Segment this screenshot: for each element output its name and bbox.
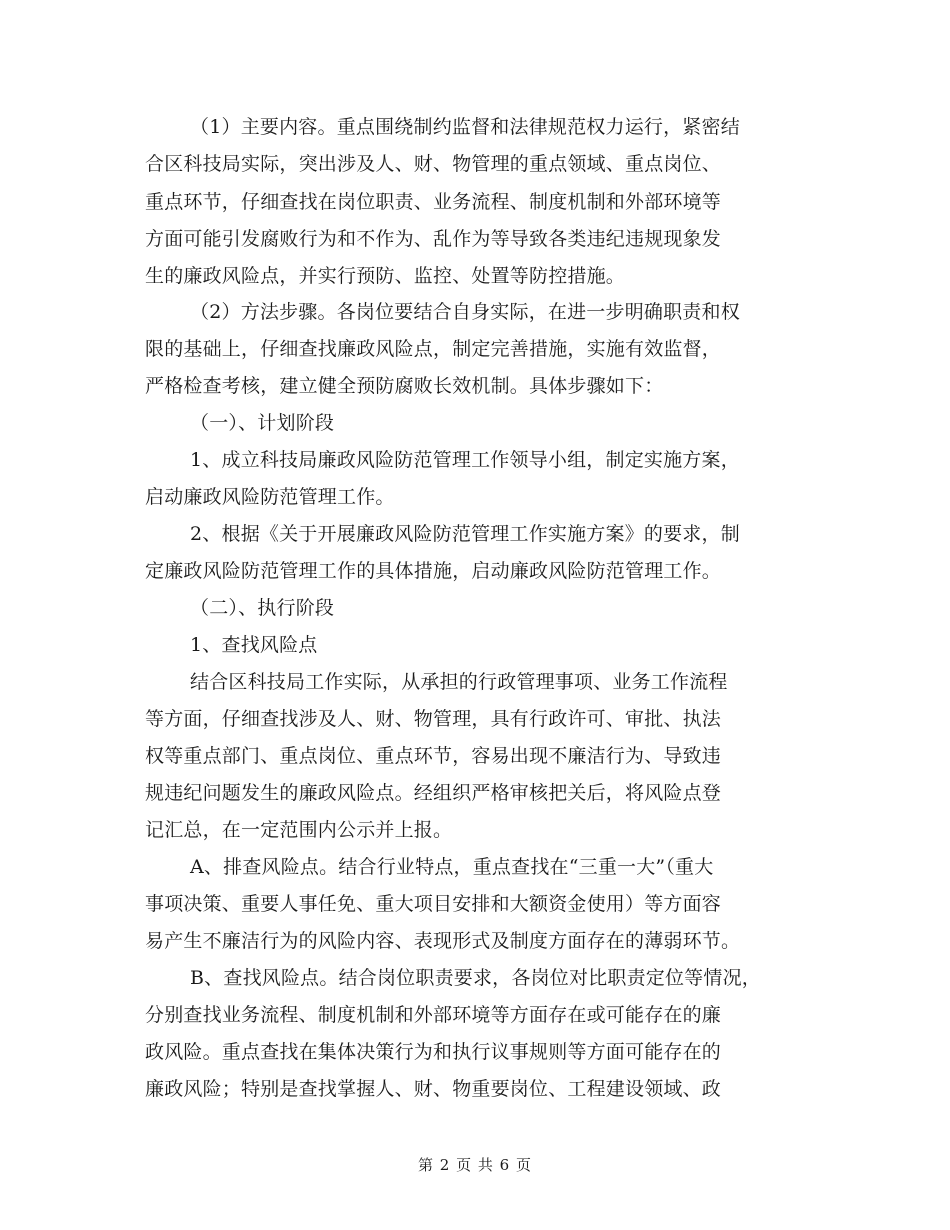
text-line: 方面可能引发腐败行为和不作为、乱作为等导致各类违纪违规现象发 <box>145 228 722 250</box>
text-line: 2、根据《关于开展廉政风险防范管理工作实施方案》的要求，制 <box>190 523 740 545</box>
text-line: 易产生不廉洁行为的风险内容、表现形式及制度方面存在的薄弱环节。 <box>145 930 741 952</box>
section-heading: （一）、计划阶段 <box>190 412 335 434</box>
text-line: 1、成立科技局廉政风险防范管理工作领导小组，制定实施方案， <box>190 449 740 471</box>
text-line: 廉政风险；特别是查找掌握人、财、物重要岗位、工程建设领域、政 <box>145 1078 722 1100</box>
text-line: 结合区科技局工作实际，从承担的行政管理事项、业务工作流程 <box>190 671 728 693</box>
text-line: B、查找风险点。结合岗位职责要求，各岗位对比职责定位等情况， <box>190 967 761 989</box>
section-heading: （二）、执行阶段 <box>190 597 335 619</box>
text-line: 启动廉政风险防范管理工作。 <box>145 486 395 508</box>
text-line: 等方面，仔细查找涉及人、财、物管理，具有行政许可、审批、执法 <box>145 708 722 730</box>
subsection-heading: 1、查找风险点 <box>190 634 318 656</box>
text-line: （1）主要内容。重点围绕制约监督和法律规范权力运行，紧密结 <box>190 116 740 138</box>
text-line: 权等重点部门、重点岗位、重点环节，容易出现不廉洁行为、导致违 <box>145 745 722 767</box>
text-line: A、排查风险点。结合行业特点，重点查找在“三重一大”（重大 <box>190 856 714 878</box>
text-line: 生的廉政风险点，并实行预防、监控、处置等防控措施。 <box>145 265 626 287</box>
text-line: 记汇总，在一定范围内公示并上报。 <box>145 819 453 841</box>
text-line: 规违纪问题发生的廉政风险点。经组织严格审核把关后，将风险点登 <box>145 782 722 804</box>
page-number-footer: 第 2 页 共 6 页 <box>418 1156 532 1174</box>
text-line: 政风险。重点查找在集体决策行为和执行议事规则等方面可能存在的 <box>145 1041 722 1063</box>
text-line: 严格检查考核，建立健全预防腐败长效机制。具体步骤如下： <box>145 375 664 397</box>
text-line: 合区科技局实际，突出涉及人、财、物管理的重点领域、重点岗位、 <box>145 153 722 175</box>
text-line: （2）方法步骤。各岗位要结合自身实际，在进一步明确职责和权 <box>190 301 740 323</box>
text-line: 限的基础上，仔细查找廉政风险点，制定完善措施，实施有效监督， <box>145 338 722 360</box>
text-line: 重点环节，仔细查找在岗位职责、业务流程、制度机制和外部环境等 <box>145 191 722 213</box>
text-line: 事项决策、重要人事任免、重大项目安排和大额资金使用）等方面容 <box>145 893 722 915</box>
text-line: 分别查找业务流程、制度机制和外部环境等方面存在或可能存在的廉 <box>145 1004 722 1026</box>
text-line: 定廉政风险防范管理工作的具体措施，启动廉政风险防范管理工作。 <box>145 560 722 582</box>
